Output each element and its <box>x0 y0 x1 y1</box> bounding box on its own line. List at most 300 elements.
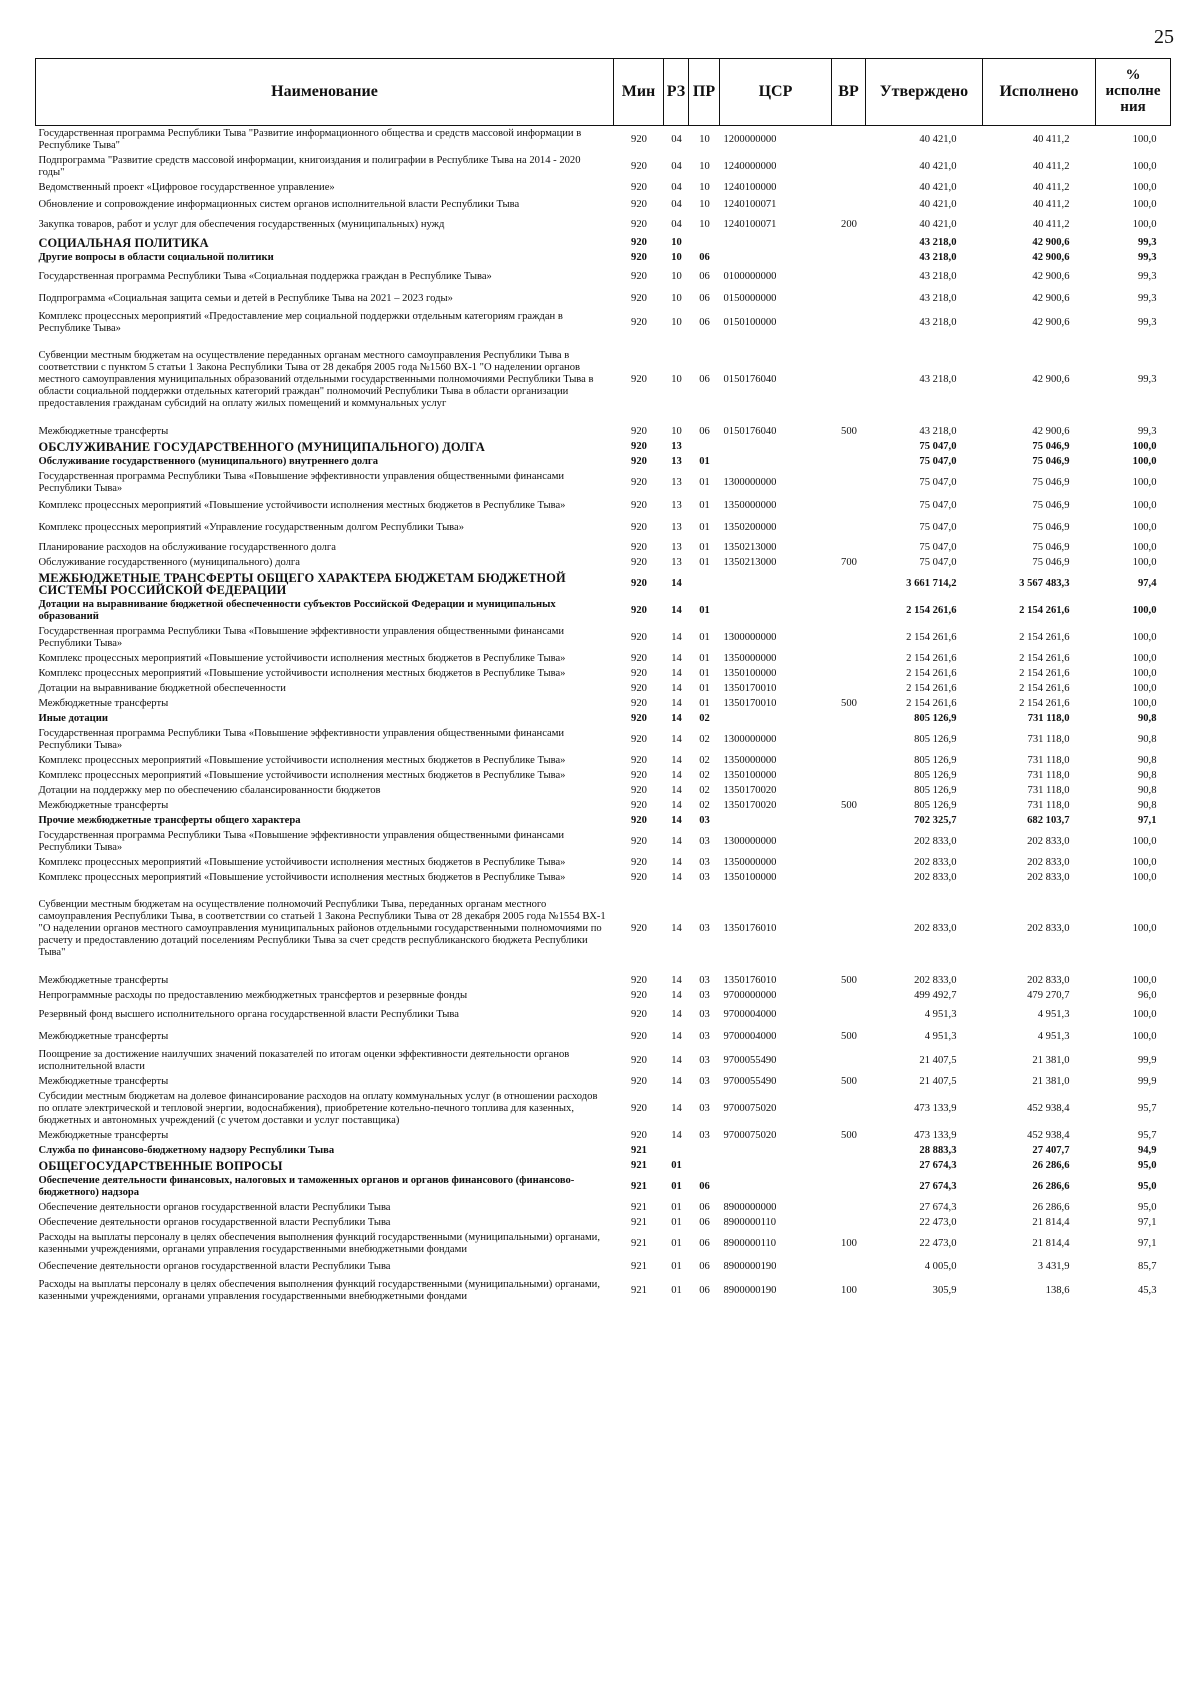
cell-percent: 85,7 <box>1137 1261 1157 1272</box>
table-row <box>36 1158 1171 1173</box>
cell-csr: 1350200000 <box>723 522 777 533</box>
cell-csr: 8900000190 <box>723 1285 777 1296</box>
cell-name: Комплекс процессных мероприятий «Повышение устойчивости исполнения местных бюджетов в Республике Тыва» <box>38 872 566 883</box>
cell-percent: 99,3 <box>1137 252 1157 263</box>
cell-executed: 42 900,6 <box>1032 317 1070 328</box>
header-rz: РЗ <box>664 59 689 126</box>
cell-csr: 1350213000 <box>723 542 777 553</box>
cell-csr: 1350000000 <box>723 500 777 511</box>
cell-rz: 13 <box>671 557 682 568</box>
cell-percent: 90,8 <box>1137 785 1157 796</box>
cell-name: Обеспечение деятельности финансовых, налоговых и таможенных органов и органов финансового (финансово-бюджетного) надзора <box>38 1175 575 1198</box>
cell-executed: 40 411,2 <box>1032 182 1070 193</box>
cell-rz: 14 <box>671 923 682 934</box>
cell-percent: 95,0 <box>1137 1181 1157 1192</box>
table-row <box>36 1047 1171 1074</box>
cell-name: Комплекс процессных мероприятий «Повышение устойчивости исполнения местных бюджетов в Республике Тыва» <box>38 770 566 781</box>
cell-min: 920 <box>631 182 647 193</box>
cell-executed: 2 154 261,6 <box>1019 653 1070 664</box>
cell-min: 920 <box>631 374 647 385</box>
cell-name: Другие вопросы в области социальной политики <box>38 252 274 263</box>
cell-executed: 21 381,0 <box>1032 1076 1070 1087</box>
cell-name: Планирование расходов на обслуживание государственного долга <box>38 542 336 553</box>
cell-approved: 805 126,9 <box>914 770 957 781</box>
table-row <box>36 215 1171 235</box>
cell-approved: 75 047,0 <box>919 522 957 533</box>
cell-vr <box>832 753 866 768</box>
cell-percent: 95,7 <box>1137 1130 1157 1141</box>
cell-name: Расходы на выплаты персоналу в целях обеспечения выполнения функций государственными (муниципальными) органами, казенными учреждениями, органами управления государственными внебюджетными фондами <box>38 1232 600 1255</box>
cell-executed: 202 833,0 <box>1027 857 1070 868</box>
cell-executed: 75 046,9 <box>1032 557 1070 568</box>
cell-rz: 04 <box>671 161 682 172</box>
cell-pr: 03 <box>699 1031 710 1042</box>
cell-pr: 01 <box>699 683 710 694</box>
cell-csr: 1350100000 <box>723 770 777 781</box>
cell-approved: 40 421,0 <box>919 134 957 145</box>
cell-csr: 1350000000 <box>723 857 777 868</box>
cell-min: 920 <box>631 923 647 934</box>
table-row <box>36 1143 1171 1158</box>
cell-percent: 97,1 <box>1137 1217 1157 1228</box>
table-row <box>36 309 1171 336</box>
table-row <box>36 195 1171 215</box>
cell-approved: 2 154 261,6 <box>906 605 957 616</box>
cell-vr <box>832 1003 866 1027</box>
cell-approved: 2 154 261,6 <box>906 683 957 694</box>
cell-percent: 99,3 <box>1137 426 1157 437</box>
header-percent-line3: ния <box>1120 98 1146 115</box>
cell-csr <box>720 454 832 469</box>
cell-csr: 8900000000 <box>723 1202 777 1213</box>
table-row <box>36 570 1171 597</box>
cell-min: 920 <box>631 477 647 488</box>
table-row <box>36 753 1171 768</box>
cell-min: 920 <box>631 755 647 766</box>
cell-min: 920 <box>631 578 647 589</box>
cell-name: Закупка товаров, работ и услуг для обеспечения государственных (муниципальных) нужд <box>38 219 445 230</box>
table-row <box>36 336 1171 424</box>
cell-executed: 2 154 261,6 <box>1019 668 1070 679</box>
cell-min: 920 <box>631 542 647 553</box>
table-row <box>36 988 1171 1003</box>
cell-vr <box>832 1257 866 1277</box>
cell-approved: 43 218,0 <box>919 374 957 385</box>
cell-name: Комплекс процессных мероприятий «Повышение устойчивости исполнения местных бюджетов в Республике Тыва» <box>38 653 566 664</box>
cell-pr: 01 <box>699 605 710 616</box>
cell-vr <box>832 666 866 681</box>
cell-rz: 13 <box>671 522 682 533</box>
cell-percent: 100,0 <box>1132 668 1157 679</box>
cell-percent: 97,1 <box>1137 1238 1157 1249</box>
cell-csr: 1350000000 <box>723 653 777 664</box>
cell-vr <box>832 250 866 265</box>
cell-executed: 21 814,4 <box>1032 1238 1070 1249</box>
cell-executed: 27 407,7 <box>1032 1145 1070 1156</box>
budget-execution-table <box>35 58 1171 1304</box>
table-row <box>36 651 1171 666</box>
cell-vr <box>832 336 866 424</box>
cell-min: 920 <box>631 632 647 643</box>
header-vr: ВР <box>832 59 866 126</box>
cell-percent: 100,0 <box>1132 500 1157 511</box>
cell-executed: 21 381,0 <box>1032 1055 1070 1066</box>
table-row <box>36 1230 1171 1257</box>
cell-pr: 02 <box>699 734 710 745</box>
cell-approved: 702 325,7 <box>914 815 957 826</box>
cell-executed: 2 154 261,6 <box>1019 698 1070 709</box>
cell-min: 920 <box>631 237 647 248</box>
cell-percent: 99,9 <box>1137 1055 1157 1066</box>
cell-rz: 01 <box>671 1238 682 1249</box>
cell-approved: 2 154 261,6 <box>906 632 957 643</box>
cell-name: Иные дотации <box>38 713 108 724</box>
cell-name: Государственная программа Республики Тыва «Повышение эффективности управления общественными финансами Республики Тыва» <box>38 471 565 494</box>
cell-name: Обеспечение деятельности органов государственной власти Республики Тыва <box>38 1261 391 1272</box>
cell-pr: 01 <box>699 557 710 568</box>
cell-name: Комплекс процессных мероприятий «Повышение устойчивости исполнения местных бюджетов в Республике Тыва» <box>38 668 566 679</box>
cell-min: 921 <box>631 1181 647 1192</box>
cell-executed: 40 411,2 <box>1032 134 1070 145</box>
cell-csr <box>720 235 832 250</box>
cell-name: Межбюджетные трансферты <box>38 1076 169 1087</box>
cell-rz: 01 <box>671 1181 682 1192</box>
cell-min: 920 <box>631 317 647 328</box>
cell-pr: 06 <box>699 1285 710 1296</box>
table-row <box>36 711 1171 726</box>
cell-percent: 100,0 <box>1132 477 1157 488</box>
cell-rz: 13 <box>671 542 682 553</box>
cell-rz: 14 <box>671 1055 682 1066</box>
cell-csr: 1350213000 <box>723 557 777 568</box>
cell-executed: 21 814,4 <box>1032 1217 1070 1228</box>
cell-name: СОЦИАЛЬНАЯ ПОЛИТИКА <box>38 236 209 250</box>
table-row <box>36 855 1171 870</box>
cell-executed: 3 567 483,3 <box>1019 578 1070 589</box>
cell-rz: 01 <box>671 1160 682 1171</box>
cell-pr: 01 <box>699 632 710 643</box>
cell-approved: 473 133,9 <box>914 1130 957 1141</box>
table-row <box>36 783 1171 798</box>
cell-rz: 14 <box>671 755 682 766</box>
cell-executed: 2 154 261,6 <box>1019 632 1070 643</box>
cell-name: Субвенции местным бюджетам на осуществление переданных органам местного самоуправления Республики Тыва в соответствии с пунктом 5 статьи 1 Закона Республики Тыва от 28 декабря 2005 года №1560 ВХ-1 "О наделении органов местного самоуправления муниципальных образований отдельными государственными полномочиями Республики Тыва в области социальной поддержки отдельных категорий граждан" полномочий Республики Тыва в области организации предоставления гражданам субсидий на оплату жилых помещений и коммунальных услуг <box>38 350 594 409</box>
cell-rz: 14 <box>671 872 682 883</box>
cell-name: Ведомственный проект «Цифровое государственное управление» <box>38 182 335 193</box>
cell-csr: 1350170010 <box>723 683 777 694</box>
cell-min: 920 <box>631 293 647 304</box>
cell-approved: 40 421,0 <box>919 219 957 230</box>
cell-name: Межбюджетные трансферты <box>38 800 169 811</box>
cell-csr: 1300000000 <box>723 836 777 847</box>
cell-name: Межбюджетные трансферты <box>38 1031 169 1042</box>
cell-rz: 10 <box>671 374 682 385</box>
cell-executed: 731 118,0 <box>1027 734 1070 745</box>
cell-percent: 95,0 <box>1137 1202 1157 1213</box>
cell-executed: 202 833,0 <box>1027 975 1070 986</box>
table-row <box>36 597 1171 624</box>
cell-min: 920 <box>631 1103 647 1114</box>
table-row <box>36 469 1171 496</box>
cell-percent: 90,8 <box>1137 770 1157 781</box>
cell-rz: 01 <box>671 1202 682 1213</box>
cell-name: Комплекс процессных мероприятий «Повышение устойчивости исполнения местных бюджетов в Республике Тыва» <box>38 755 566 766</box>
cell-vr <box>832 309 866 336</box>
cell-approved: 75 047,0 <box>919 542 957 553</box>
header-percent-line1: % <box>1125 67 1141 84</box>
cell-vr: 100 <box>841 1285 857 1296</box>
cell-pr: 06 <box>699 293 710 304</box>
cell-percent: 100,0 <box>1132 182 1157 193</box>
cell-csr: 0150176040 <box>723 374 777 385</box>
table-row <box>36 696 1171 711</box>
table-row <box>36 870 1171 885</box>
cell-vr <box>832 624 866 651</box>
cell-csr: 1350176010 <box>723 975 777 986</box>
cell-vr <box>832 153 866 180</box>
cell-min: 920 <box>631 668 647 679</box>
cell-min: 920 <box>631 1130 647 1141</box>
cell-name: Государственная программа Республики Тыва «Повышение эффективности управления общественными финансами Республики Тыва» <box>38 830 565 853</box>
table-row <box>36 235 1171 250</box>
table-row <box>36 1215 1171 1230</box>
cell-pr: 02 <box>699 770 710 781</box>
cell-name: ОБЩЕГОСУДАРСТВЕННЫЕ ВОПРОСЫ <box>38 1159 283 1173</box>
cell-name: Комплекс процессных мероприятий «Повышение устойчивости исполнения местных бюджетов в Республике Тыва» <box>38 500 566 511</box>
cell-executed: 40 411,2 <box>1032 161 1070 172</box>
cell-percent: 100,0 <box>1132 456 1157 467</box>
cell-executed: 3 431,9 <box>1037 1261 1070 1272</box>
cell-percent: 100,0 <box>1132 1031 1157 1042</box>
cell-pr: 01 <box>699 477 710 488</box>
cell-name: Обслуживание государственного (муниципального) долга <box>38 557 300 568</box>
table-row <box>36 726 1171 753</box>
cell-pr: 03 <box>699 975 710 986</box>
cell-executed: 75 046,9 <box>1032 500 1070 511</box>
cell-rz: 14 <box>671 1009 682 1020</box>
cell-executed: 2 154 261,6 <box>1019 605 1070 616</box>
cell-approved: 202 833,0 <box>914 975 957 986</box>
cell-csr: 1350100000 <box>723 668 777 679</box>
cell-pr: 10 <box>699 199 710 210</box>
cell-vr <box>832 180 866 195</box>
cell-vr <box>832 195 866 215</box>
cell-csr <box>720 1158 832 1173</box>
cell-csr: 9700004000 <box>723 1009 777 1020</box>
cell-vr <box>832 768 866 783</box>
cell-min: 920 <box>631 557 647 568</box>
cell-executed: 479 270,7 <box>1027 990 1070 1001</box>
cell-vr <box>832 813 866 828</box>
cell-approved: 805 126,9 <box>914 734 957 745</box>
header-executed: Исполнено <box>983 59 1096 126</box>
table-row <box>36 798 1171 813</box>
cell-approved: 805 126,9 <box>914 785 957 796</box>
cell-pr: 03 <box>699 857 710 868</box>
cell-csr <box>720 1173 832 1200</box>
cell-name: Государственная программа Республики Тыва "Развитие информационного общества и средств массовой информации в Республике Тыва" <box>38 128 582 151</box>
cell-percent: 95,0 <box>1137 1160 1157 1171</box>
cell-vr <box>832 1215 866 1230</box>
cell-vr: 500 <box>841 698 857 709</box>
cell-pr <box>689 235 720 250</box>
cell-percent: 100,0 <box>1132 134 1157 145</box>
cell-min: 920 <box>631 199 647 210</box>
cell-csr: 1240100000 <box>723 182 777 193</box>
cell-rz: 14 <box>671 698 682 709</box>
cell-vr <box>832 469 866 496</box>
cell-vr <box>832 828 866 855</box>
cell-percent: 100,0 <box>1132 923 1157 934</box>
cell-executed: 452 938,4 <box>1027 1130 1070 1141</box>
cell-percent: 99,3 <box>1137 317 1157 328</box>
cell-pr: 03 <box>699 1130 710 1141</box>
header-percent-line2: исполне <box>1105 83 1161 100</box>
table-row <box>36 681 1171 696</box>
table-row <box>36 1128 1171 1143</box>
cell-rz: 14 <box>671 815 682 826</box>
cell-vr: 200 <box>841 219 857 230</box>
cell-rz: 14 <box>671 578 682 589</box>
table-row <box>36 180 1171 195</box>
cell-name: Межбюджетные трансферты <box>38 698 169 709</box>
cell-executed: 26 286,6 <box>1032 1181 1070 1192</box>
cell-vr <box>832 235 866 250</box>
cell-rz: 14 <box>671 632 682 643</box>
cell-vr: 500 <box>841 975 857 986</box>
cell-executed: 26 286,6 <box>1032 1160 1070 1171</box>
cell-name: Подпрограмма "Развитие средств массовой информации, книгоиздания и полиграфии в Республике Тыва на 2014 - 2020 годы" <box>38 155 581 178</box>
cell-name: Государственная программа Республики Тыва «Повышение эффективности управления общественными финансами Республики Тыва» <box>38 728 565 751</box>
cell-percent: 100,0 <box>1132 161 1157 172</box>
cell-min: 920 <box>631 134 647 145</box>
cell-rz: 10 <box>671 317 682 328</box>
cell-csr <box>720 813 832 828</box>
cell-approved: 43 218,0 <box>919 293 957 304</box>
cell-name: Комплекс процессных мероприятий «Управление государственным долгом Республики Тыва» <box>38 522 465 533</box>
table-header-row <box>36 59 1171 126</box>
cell-rz: 14 <box>671 770 682 781</box>
cell-percent: 99,3 <box>1137 293 1157 304</box>
cell-csr: 0150176040 <box>723 426 777 437</box>
cell-pr: 01 <box>699 542 710 553</box>
cell-vr <box>832 570 866 597</box>
cell-csr: 1300000000 <box>723 734 777 745</box>
cell-rz: 14 <box>671 1076 682 1087</box>
cell-percent: 100,0 <box>1132 522 1157 533</box>
cell-vr: 500 <box>841 1076 857 1087</box>
cell-approved: 75 047,0 <box>919 557 957 568</box>
cell-approved: 499 492,7 <box>914 990 957 1001</box>
cell-approved: 22 473,0 <box>919 1238 957 1249</box>
cell-executed: 75 046,9 <box>1032 456 1070 467</box>
cell-approved: 2 154 261,6 <box>906 653 957 664</box>
cell-approved: 43 218,0 <box>919 317 957 328</box>
cell-executed: 26 286,6 <box>1032 1202 1070 1213</box>
cell-vr <box>832 1143 866 1158</box>
cell-percent: 90,8 <box>1137 713 1157 724</box>
cell-approved: 28 883,3 <box>919 1145 957 1156</box>
cell-percent: 99,3 <box>1137 237 1157 248</box>
cell-executed: 731 118,0 <box>1027 713 1070 724</box>
table-row <box>36 439 1171 454</box>
table-body <box>36 126 1171 1305</box>
cell-min: 921 <box>631 1145 647 1156</box>
cell-min: 920 <box>631 219 647 230</box>
cell-rz: 10 <box>671 252 682 263</box>
cell-executed: 731 118,0 <box>1027 800 1070 811</box>
cell-executed: 138,6 <box>1045 1285 1070 1296</box>
cell-min: 920 <box>631 1031 647 1042</box>
table-row <box>36 1173 1171 1200</box>
cell-csr: 1350170020 <box>723 800 777 811</box>
table-row <box>36 1200 1171 1215</box>
cell-rz: 04 <box>671 199 682 210</box>
cell-executed: 4 951,3 <box>1037 1009 1070 1020</box>
cell-name: Резервный фонд высшего исполнительного органа государственной власти Республики Тыва <box>38 1009 459 1020</box>
cell-approved: 43 218,0 <box>919 237 957 248</box>
cell-percent: 90,8 <box>1137 755 1157 766</box>
cell-executed: 42 900,6 <box>1032 426 1070 437</box>
cell-name: Обеспечение деятельности органов государственной власти Республики Тыва <box>38 1202 391 1213</box>
cell-rz: 13 <box>671 456 682 467</box>
table-row <box>36 1003 1171 1027</box>
cell-min: 920 <box>631 815 647 826</box>
cell-approved: 2 154 261,6 <box>906 668 957 679</box>
cell-percent: 100,0 <box>1132 632 1157 643</box>
cell-pr: 03 <box>699 1103 710 1114</box>
cell-rz: 14 <box>671 857 682 868</box>
cell-pr: 01 <box>699 522 710 533</box>
table-row <box>36 1074 1171 1089</box>
cell-executed: 2 154 261,6 <box>1019 683 1070 694</box>
table-row <box>36 289 1171 309</box>
cell-csr <box>720 711 832 726</box>
cell-min: 920 <box>631 713 647 724</box>
cell-pr: 06 <box>699 1217 710 1228</box>
cell-pr: 01 <box>699 653 710 664</box>
cell-vr <box>832 711 866 726</box>
cell-rz: 01 <box>671 1217 682 1228</box>
cell-executed: 42 900,6 <box>1032 293 1070 304</box>
cell-vr <box>832 516 866 540</box>
cell-csr: 1350176010 <box>723 923 777 934</box>
cell-vr <box>832 870 866 885</box>
cell-percent: 100,0 <box>1132 975 1157 986</box>
cell-pr: 03 <box>699 1076 710 1087</box>
cell-percent: 100,0 <box>1132 199 1157 210</box>
cell-name: МЕЖБЮДЖЕТНЫЕ ТРАНСФЕРТЫ ОБЩЕГО ХАРАКТЕРА БЮДЖЕТАМ БЮДЖЕТНОЙ СИСТЕМЫ РОССИЙСКОЙ ФЕДЕРАЦИИ <box>38 571 566 597</box>
cell-percent: 100,0 <box>1132 653 1157 664</box>
cell-vr <box>832 496 866 516</box>
cell-vr <box>832 1200 866 1215</box>
cell-approved: 21 407,5 <box>919 1055 957 1066</box>
cell-name: Межбюджетные трансферты <box>38 426 169 437</box>
cell-vr: 100 <box>841 1238 857 1249</box>
cell-pr: 06 <box>699 252 710 263</box>
cell-percent: 95,7 <box>1137 1103 1157 1114</box>
cell-vr <box>832 597 866 624</box>
cell-pr <box>689 1158 720 1173</box>
cell-rz: 14 <box>671 668 682 679</box>
cell-percent: 100,0 <box>1132 1009 1157 1020</box>
cell-rz: 14 <box>671 785 682 796</box>
cell-name: Служба по финансово-бюджетному надзору Республики Тыва <box>38 1145 335 1156</box>
cell-min: 920 <box>631 271 647 282</box>
cell-rz: 14 <box>671 713 682 724</box>
cell-rz <box>664 1143 689 1158</box>
table-row <box>36 885 1171 973</box>
